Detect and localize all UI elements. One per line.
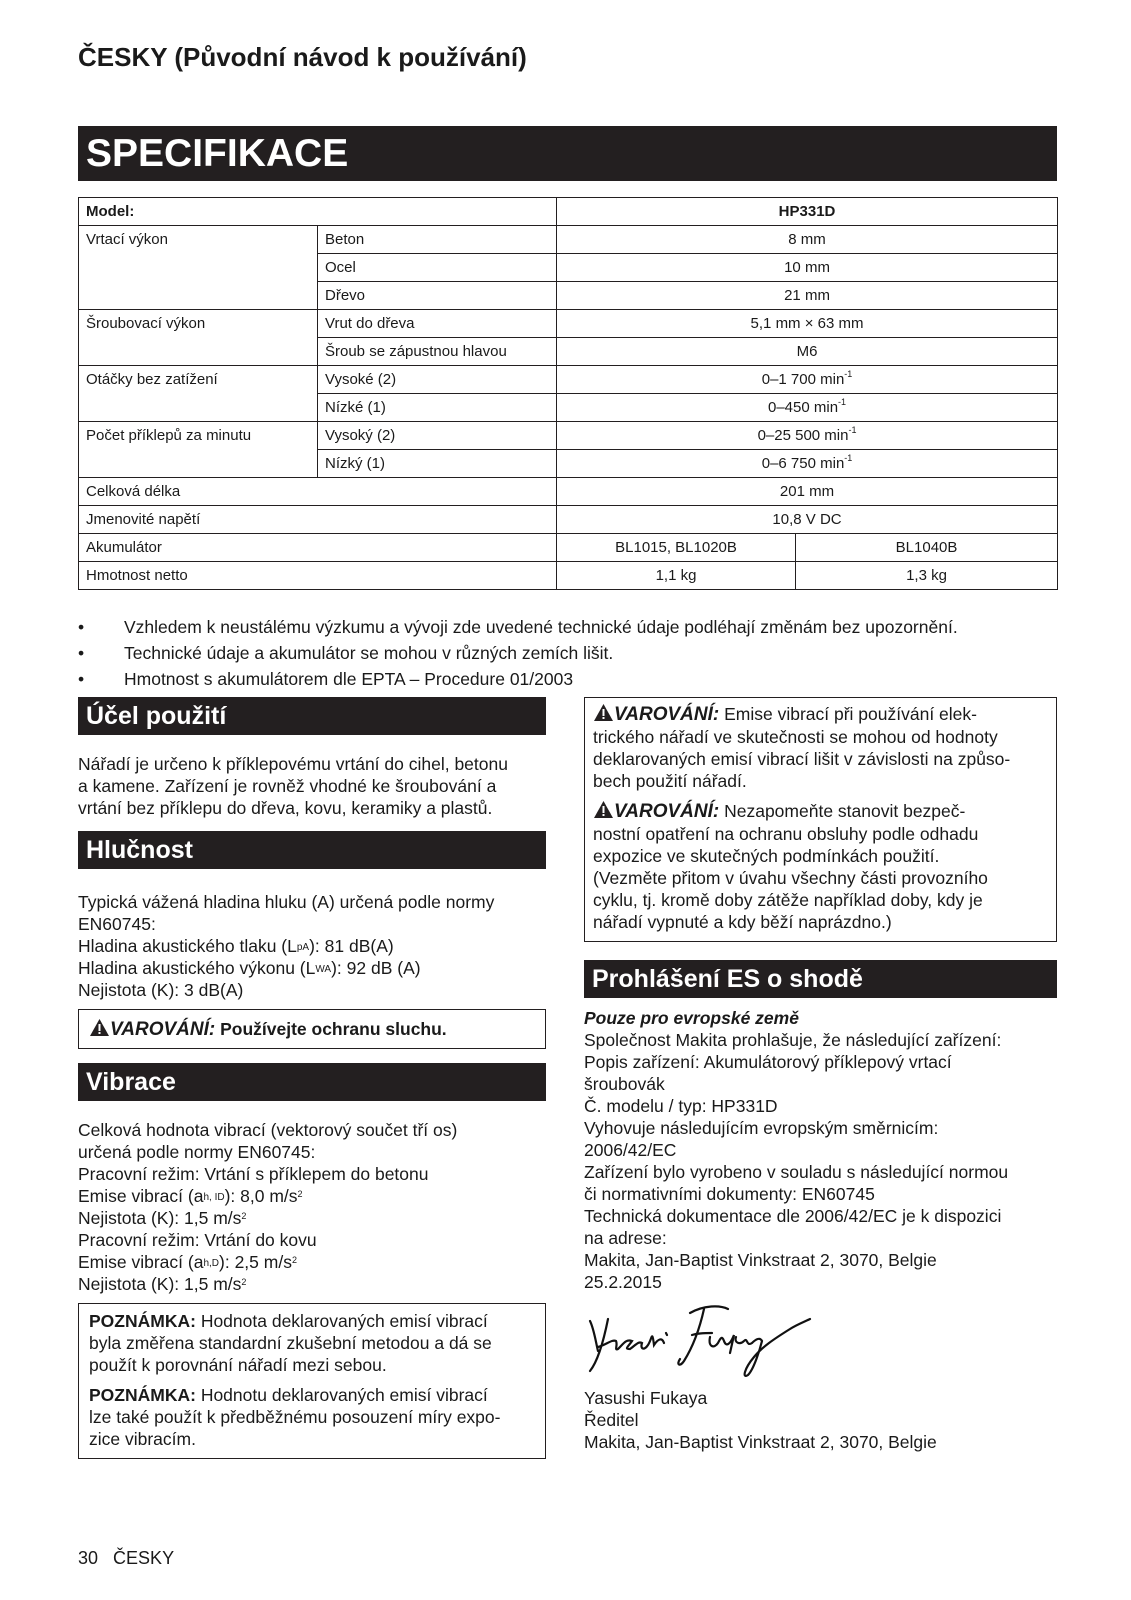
warning-2: VAROVÁNÍ: Nezapomeňte stanovit bezpeč- nostní opatření na ochranu obsluhy podle odhadu expozice ve skutečných podmínkách použití. (Vezměte přitom v úvahu všechny části provozního cyklu, tj. kromě doby zátěže například doby, kdy je nářadí vypnuté a kdy běží naprázdno.) <box>593 801 988 932</box>
speed-low-label: Nízké (1) <box>318 394 557 422</box>
battery-value-b: BL1040B <box>796 534 1058 562</box>
note-2: POZNÁMKA: Hodnotu deklarovaných emisí vibrací lze také použít k předběžnému posouzení míry expo- zice vibracím. <box>89 1385 501 1449</box>
battery-label: Akumulátor <box>79 534 557 562</box>
steel-value: 10 mm <box>557 254 1058 282</box>
noise-text: Typická vážená hladina hluku (A) určená podle normy EN60745: Hladina akustického tlaku $(L_{pA})$: 81 dB(A) Hladina akustického výkonu $(L_{WA})$: 92 dB (A) Nejistota (K): 3 dB(A) <box>78 892 495 1000</box>
table-row <box>79 506 1058 534</box>
spec-notes <box>78 614 1068 692</box>
vibration-note-box <box>78 1303 546 1459</box>
rated-voltage-value: 10,8 V DC <box>557 506 1058 534</box>
wood-value: 21 mm <box>557 282 1058 310</box>
bpm-high-value: 0–25 500 min <box>757 427 849 444</box>
declaration-text: Pouze pro evropské země Společnost Makita prohlašuje, že následující zařízení: Popis zařízení: Akumulátorový příklepový vrtací šroubovák Č. modelu / typ: HP331D Vyhovuje následujícím evropským směrnicím: 2006/42/EC Zařízení bylo vyrobeno v souladu s následující normou či normativními dokumenty: EN60745 Technická dokumentace dle 2006/42/EC je k dispozici na adrese: Makita, Jan-Baptist Vinkstraat 2, 3070, Belgie 25.2.2015 <box>584 1007 1057 1293</box>
warning-icon <box>593 800 614 819</box>
overall-length-label: Celková délka <box>79 478 557 506</box>
speed-high-value: 0–1 700 min <box>761 371 845 388</box>
hearing-warning-text: Používejte ochranu sluchu. <box>220 1019 447 1039</box>
table-row <box>79 198 1058 226</box>
vibration-heading: Vibrace <box>78 1063 546 1101</box>
table-row: Počet příklepů za minutu Vysoký (2) 0–25 500 $\min^{-1}$ <box>79 422 1058 450</box>
blows-per-minute-label: Počet příklepů za minutu <box>79 422 318 450</box>
vibration-warnings-box <box>584 697 1057 942</box>
battery-value-a: BL1015, BL1020B <box>557 534 796 562</box>
wood-screw-value: 5,1 mm × 63 mm <box>557 310 1058 338</box>
declaration-subtitle: Pouze pro evropské země <box>584 1008 799 1028</box>
net-weight-label: Hmotnost netto <box>79 562 557 590</box>
rated-voltage-label: Jmenovité napětí <box>79 506 557 534</box>
bpm-high-label: Vysoký (2) <box>318 422 557 450</box>
table-row: Nízké (1) 0–450 $\min^{-1}$ <box>79 394 1058 422</box>
footer-language: ČESKY <box>113 1548 175 1568</box>
warning-icon <box>593 703 614 722</box>
hearing-warning-box <box>78 1009 546 1049</box>
steel-label: Ocel <box>318 254 557 282</box>
specifications-heading: SPECIFIKACE <box>78 126 1057 181</box>
bpm-low-label: Nízký (1) <box>318 450 557 478</box>
signature-image <box>584 1299 1057 1377</box>
model-value: HP331D <box>557 198 1058 226</box>
net-weight-value-b: 1,3 kg <box>796 562 1058 590</box>
table-row <box>79 534 1058 562</box>
table-row <box>79 310 1058 338</box>
screwing-capacity-label: Šroubovací výkon <box>79 310 318 338</box>
signature <box>584 1299 814 1377</box>
drilling-capacity-label: Vrtací výkon <box>79 226 318 254</box>
note-1: POZNÁMKA: Hodnota deklarovaných emisí vibrací byla změřena standardní zkušební metodou a dá se použít k porovnání nářadí mezi sebou. <box>89 1311 492 1375</box>
table-row: Otáčky bez zatížení Vysoké (2) 0–1 700 $\min^{-1}$ <box>79 366 1058 394</box>
declaration-heading: Prohlášení ES o shodě <box>584 960 1057 998</box>
speed-high-label: Vysoké (2) <box>318 366 557 394</box>
list-item: • Technické údaje a akumulátor se mohou v různých zemích lišit. <box>78 640 1068 666</box>
specifications-table <box>78 197 1058 590</box>
signer-block <box>584 1387 1057 1453</box>
warning-icon <box>89 1012 110 1031</box>
intended-use-text: Nářadí je určeno k příklepovému vrtání do cihel, betonu a kamene. Zařízení je rovněž vhodné ke šroubování a vrtání bez příklepu do dřeva, kovu, keramiky a plastů. <box>78 754 508 818</box>
concrete-label: Beton <box>318 226 557 254</box>
table-row: Nízký (1) 0–6 750 $\min^{-1}$ <box>79 450 1058 478</box>
no-load-speed-label: Otáčky bez zatížení <box>79 366 318 394</box>
page-number: 30 <box>78 1548 99 1568</box>
table-row <box>79 254 1058 282</box>
table-row <box>79 562 1058 590</box>
list-item: • Vzhledem k neustálému výzkumu a vývoji zde uvedené technické údaje podléhají změnám bez upozornění. <box>78 614 1068 640</box>
bpm-low-value: 0–6 750 min <box>761 455 845 472</box>
speed-low-value: 0–450 min <box>767 399 839 416</box>
machine-screw-value: M6 <box>557 338 1058 366</box>
table-row <box>79 338 1058 366</box>
vibration-text: Celková hodnota vibrací (vektorový součet tří os) určená podle normy EN60745: Pracovní režim: Vrtání s příklepem do betonu Emise vibrací $(a_{h, ID})$: 8,0 $m/s^2$ Nejistota (K): 1,5 $m/s^2$ Pracovní režim: Vrtání do kovu Emise vibrací $(a_{h,D})$: 2,5 $m/s^2$ Nejistota (K): 1,5 $m/s^2$ <box>78 1120 458 1294</box>
table-row <box>79 226 1058 254</box>
model-label: Model: <box>79 198 557 226</box>
wood-label: Dřevo <box>318 282 557 310</box>
left-column <box>78 697 546 1459</box>
right-column <box>584 697 1057 1453</box>
noise-heading: Hlučnost <box>78 831 546 869</box>
table-row <box>79 478 1058 506</box>
table-row <box>79 282 1058 310</box>
list-item: • Hmotnost s akumulátorem dle EPTA – Procedure 01/2003 <box>78 666 1068 692</box>
signer-name: Yasushi Fukaya <box>584 1388 708 1408</box>
overall-length-value: 201 mm <box>557 478 1058 506</box>
wood-screw-label: Vrut do dřeva <box>318 310 557 338</box>
concrete-value: 8 mm <box>557 226 1058 254</box>
net-weight-value-a: 1,1 kg <box>557 562 796 590</box>
page-language-title: ČESKY (Původní návod k používání) <box>78 42 527 72</box>
warning-1: VAROVÁNÍ: Emise vibrací při používání elek- trického nářadí ve skutečnosti se mohou od hodnoty deklarovaných emisí vibrací lišit v závislosti na způso- bech použití nářadí. <box>593 704 1011 791</box>
machine-screw-label: Šroub se zápustnou hlavou <box>318 338 557 366</box>
intended-use-heading: Účel použití <box>78 697 546 735</box>
signer-title: Ředitel <box>584 1410 639 1430</box>
page-footer <box>78 1548 174 1569</box>
warning-label: VAROVÁNÍ: <box>110 1019 216 1040</box>
signer-address: Makita, Jan-Baptist Vinkstraat 2, 3070, Belgie <box>584 1432 937 1452</box>
